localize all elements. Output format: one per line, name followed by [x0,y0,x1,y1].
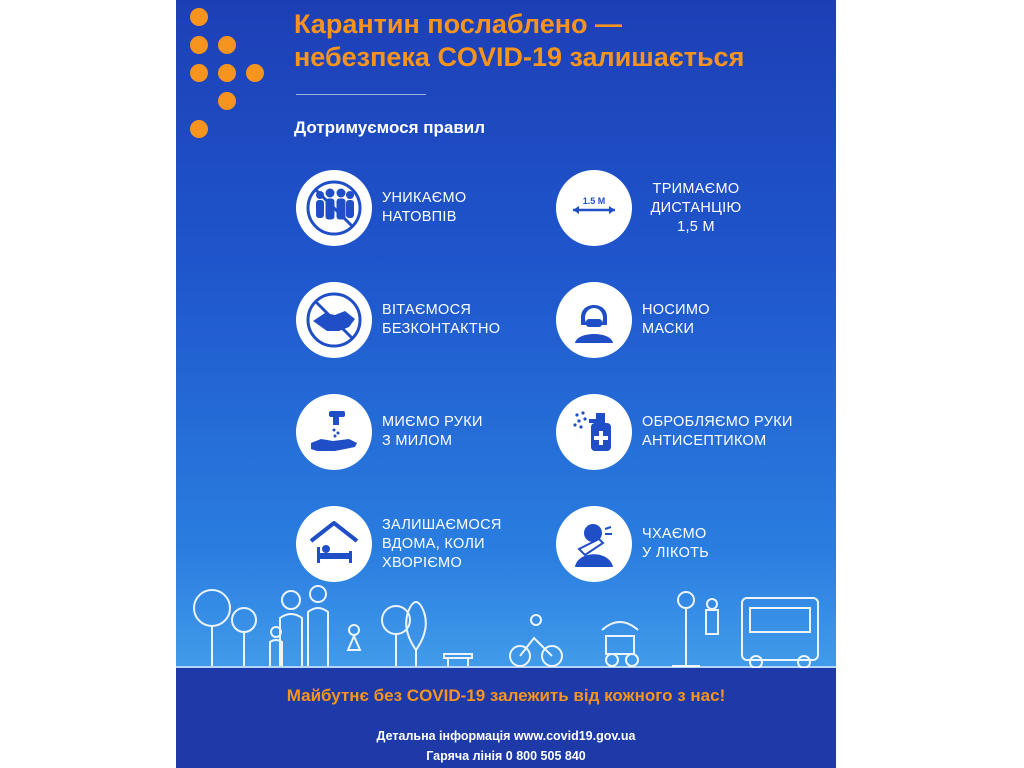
rule-sanitize-hands [556,394,836,474]
crowd-crossed-icon [296,170,372,246]
rule-wash-hands [296,394,596,474]
rule-label [382,506,502,582]
footer-info [176,726,836,766]
rule-label-line: ВІТАЄМОСЯ [382,302,472,318]
rule-label [382,282,500,358]
rule-label-line: ВДОМА, КОЛИ [382,535,485,552]
rule-label-line: НОСИМО [642,302,710,318]
rule-label-line: ТРИМАЄМО [652,180,740,197]
rules-heading: Дотримуємося правил [294,118,486,137]
poster [176,0,836,768]
rule-label-line: ОБРОБЛЯЄМО РУКИ [642,414,793,430]
footer-slogan: Майбутнє без COVID-19 залежить від кожного з нас! [286,686,726,705]
title-divider [296,94,426,95]
rule-label-line: АНТИСЕПТИКОМ [642,433,767,449]
info-hotline: Гаряча лінія 0 800 505 840 [426,749,586,763]
rule-label [640,170,752,246]
rule-contactless-greeting [296,282,596,362]
page-title [294,8,834,74]
sneeze-elbow-icon [556,506,632,582]
city-scene-illustration [176,580,836,670]
rule-wear-masks [556,282,836,362]
rule-label [382,394,483,470]
rule-label-line: У ЛІКОТЬ [642,545,710,561]
rule-label-line: НАТОВПІВ [382,209,457,225]
rule-label-line: УНИКАЄМО [382,190,467,206]
rule-label-line: ЗАЛИШАЄМОСЯ [382,516,502,533]
rule-keep-distance [556,170,836,250]
rule-sneeze-elbow [556,506,836,586]
rule-label-line: ДИСТАНЦІЮ [650,199,742,216]
rule-label-line: ХВОРІЄМО [382,554,463,571]
rule-label [642,282,710,358]
mask-icon [556,282,632,358]
rule-label-line: З МИЛОМ [382,433,453,449]
title-line-2: небезпека COVID-19 залишається [294,42,745,72]
sanitizer-icon [556,394,632,470]
title-line-1: Карантин послаблено — [294,9,623,39]
handwash-icon [296,394,372,470]
rule-label-line: 1,5 М [677,218,715,235]
logo-dots [176,0,296,150]
stay-home-icon [296,506,372,582]
distance-icon [556,170,632,246]
distance-badge: 1.5 M [582,196,606,206]
rule-avoid-crowds [296,170,596,250]
rule-label [642,394,793,470]
rule-label [642,506,709,582]
rule-label [382,170,466,246]
rule-stay-home [296,506,596,586]
handshake-crossed-icon [296,282,372,358]
rule-label-line: МИЄМО РУКИ [382,414,483,430]
rule-label-line: ЧХАЄМО [642,526,707,542]
rule-label-line: БЕЗКОНТАКТНО [382,321,501,337]
footer [176,668,836,768]
rule-label-line: МАСКИ [642,321,695,337]
info-website: Детальна інформація www.covid19.gov.ua [376,729,636,743]
